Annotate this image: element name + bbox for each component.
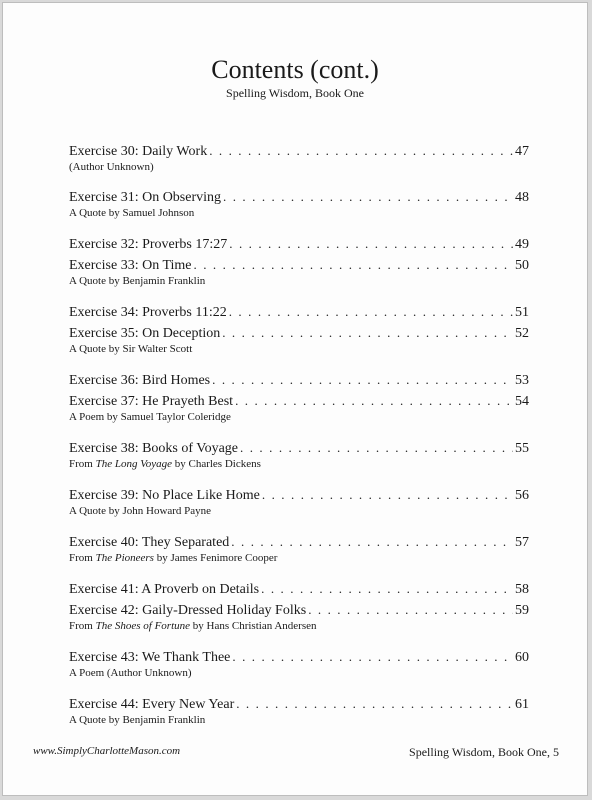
source-author: by James Fenimore Cooper: [153, 552, 278, 564]
toc-entry-page-number: 60: [515, 650, 529, 665]
toc-entry: [69, 601, 529, 634]
toc-entry-row: [69, 648, 529, 666]
dot-leader: [223, 188, 513, 206]
toc-entry-page-number: 49: [515, 237, 529, 252]
dot-leader: [236, 695, 513, 713]
dot-leader: [194, 256, 514, 274]
toc-entry: [69, 303, 529, 321]
toc-entry-title: Exercise 41: A Proverb on Details: [69, 582, 260, 597]
toc-entry-row: [69, 486, 529, 504]
source-work-title: The Long Voyage: [95, 458, 172, 470]
document-page: [2, 2, 588, 796]
source-text: From: [69, 620, 96, 632]
toc-entry-page-number: 51: [515, 305, 529, 320]
dot-leader: [231, 533, 513, 551]
toc-entry: [69, 486, 529, 519]
toc-entry-row: [69, 533, 529, 551]
toc-entry-row: [69, 303, 529, 321]
toc-entry-row: [69, 601, 529, 619]
toc-entry-title: Exercise 33: On Time: [69, 258, 192, 273]
toc-entry-row: [69, 256, 529, 274]
dot-leader: [261, 580, 513, 598]
source-work-title: The Pioneers: [95, 552, 154, 564]
footer-website: www.SimplyCharlotteMason.com: [33, 745, 181, 757]
toc-entry: [69, 188, 529, 221]
dot-leader: [222, 324, 513, 342]
toc-entry-title: Exercise 36: Bird Homes: [69, 373, 211, 388]
dot-leader: [232, 648, 513, 666]
toc-entry-row: [69, 371, 529, 389]
toc-entry-source: [69, 342, 529, 357]
source-text: A Poem by Samuel Taylor Coleridge: [69, 411, 231, 423]
toc-entry-title: Exercise 42: Gaily-Dressed Holiday Folks: [69, 603, 307, 618]
toc-entry-source: [69, 274, 529, 289]
toc-entry: [69, 392, 529, 425]
toc-entry: [69, 324, 529, 357]
toc-entry-page-number: 56: [515, 488, 529, 503]
source-text: A Poem (Author Unknown): [69, 667, 192, 679]
source-text: A Quote by Samuel Johnson: [69, 207, 195, 219]
toc-entry-title: Exercise 30: Daily Work: [69, 144, 208, 159]
toc-entry-source: [69, 410, 529, 425]
toc-entry-page-number: 55: [515, 441, 529, 456]
toc-entry-title: Exercise 44: Every New Year: [69, 697, 235, 712]
toc-entry: [69, 371, 529, 389]
toc-entry: [69, 648, 529, 681]
source-text: From: [69, 552, 96, 564]
toc-entry-source: [69, 160, 529, 175]
toc-entry: [69, 695, 529, 728]
toc-entry-title: Exercise 43: We Thank Thee: [69, 650, 231, 665]
toc-entry-page-number: 57: [515, 535, 529, 550]
toc-entry-page-number: 58: [515, 582, 529, 597]
dot-leader: [229, 235, 513, 253]
toc-entry-page-number: 61: [515, 697, 529, 712]
toc-entry-row: [69, 235, 529, 253]
toc-entry-title: Exercise 37: He Prayeth Best: [69, 394, 234, 409]
toc-entry-page-number: 48: [515, 190, 529, 205]
toc-entry-source: [69, 551, 529, 566]
page-subtitle: Spelling Wisdom, Book One: [226, 86, 364, 100]
toc-entry-row: [69, 142, 529, 160]
dot-leader: [308, 601, 513, 619]
source-text: A Quote by Benjamin Franklin: [69, 275, 206, 287]
toc-entry: [69, 580, 529, 598]
source-text: A Quote by Benjamin Franklin: [69, 714, 206, 726]
toc-entry: [69, 256, 529, 289]
dot-leader: [212, 371, 513, 389]
dot-leader: [262, 486, 513, 504]
dot-leader: [229, 303, 513, 321]
toc-entry-page-number: 47: [515, 144, 529, 159]
toc-entry-row: [69, 324, 529, 342]
toc-entry-source: [69, 619, 529, 634]
toc-entry-title: Exercise 32: Proverbs 17:27: [69, 237, 228, 252]
toc-entry: [69, 235, 529, 253]
toc-entry: [69, 142, 529, 175]
dot-leader: [240, 439, 513, 457]
toc-entry-row: [69, 695, 529, 713]
toc-entry-source: [69, 457, 529, 472]
toc-entry-page-number: 53: [515, 373, 529, 388]
toc-entry-source: [69, 504, 529, 519]
toc-entry-page-number: 59: [515, 603, 529, 618]
toc-entry: [69, 533, 529, 566]
toc-entry-page-number: 52: [515, 326, 529, 341]
footer-page-label: Spelling Wisdom, Book One, 5: [409, 745, 559, 759]
toc-entry-source: [69, 713, 529, 728]
source-text: A Quote by John Howard Payne: [69, 505, 212, 517]
toc-entry-row: [69, 580, 529, 598]
toc-entry-title: Exercise 40: They Separated: [69, 535, 230, 550]
toc-entry-source: [69, 206, 529, 221]
toc-entry-row: [69, 188, 529, 206]
toc-entry-page-number: 54: [515, 394, 529, 409]
source-text: From: [69, 458, 96, 470]
toc-entry-title: Exercise 39: No Place Like Home: [69, 488, 260, 503]
source-author: by Hans Christian Andersen: [190, 620, 317, 632]
source-author: by Charles Dickens: [171, 458, 261, 470]
toc-entry-title: Exercise 38: Books of Voyage: [69, 441, 239, 456]
source-work-title: The Shoes of Fortune: [95, 620, 191, 632]
dot-leader: [235, 392, 513, 410]
page-title: Contents (cont.): [211, 55, 379, 84]
source-text: (Author Unknown): [69, 161, 154, 173]
dot-leader: [209, 142, 513, 160]
toc-entry-title: Exercise 35: On Deception: [69, 326, 221, 341]
toc-entry-title: Exercise 34: Proverbs 11:22: [69, 305, 227, 320]
source-text: A Quote by Sir Walter Scott: [69, 343, 193, 355]
toc-entry-title: Exercise 31: On Observing: [69, 190, 222, 205]
toc-entry-source: [69, 666, 529, 681]
toc-entry-row: [69, 439, 529, 457]
toc-entry-page-number: 50: [515, 258, 529, 273]
toc-entry-row: [69, 392, 529, 410]
toc-entry: [69, 439, 529, 472]
